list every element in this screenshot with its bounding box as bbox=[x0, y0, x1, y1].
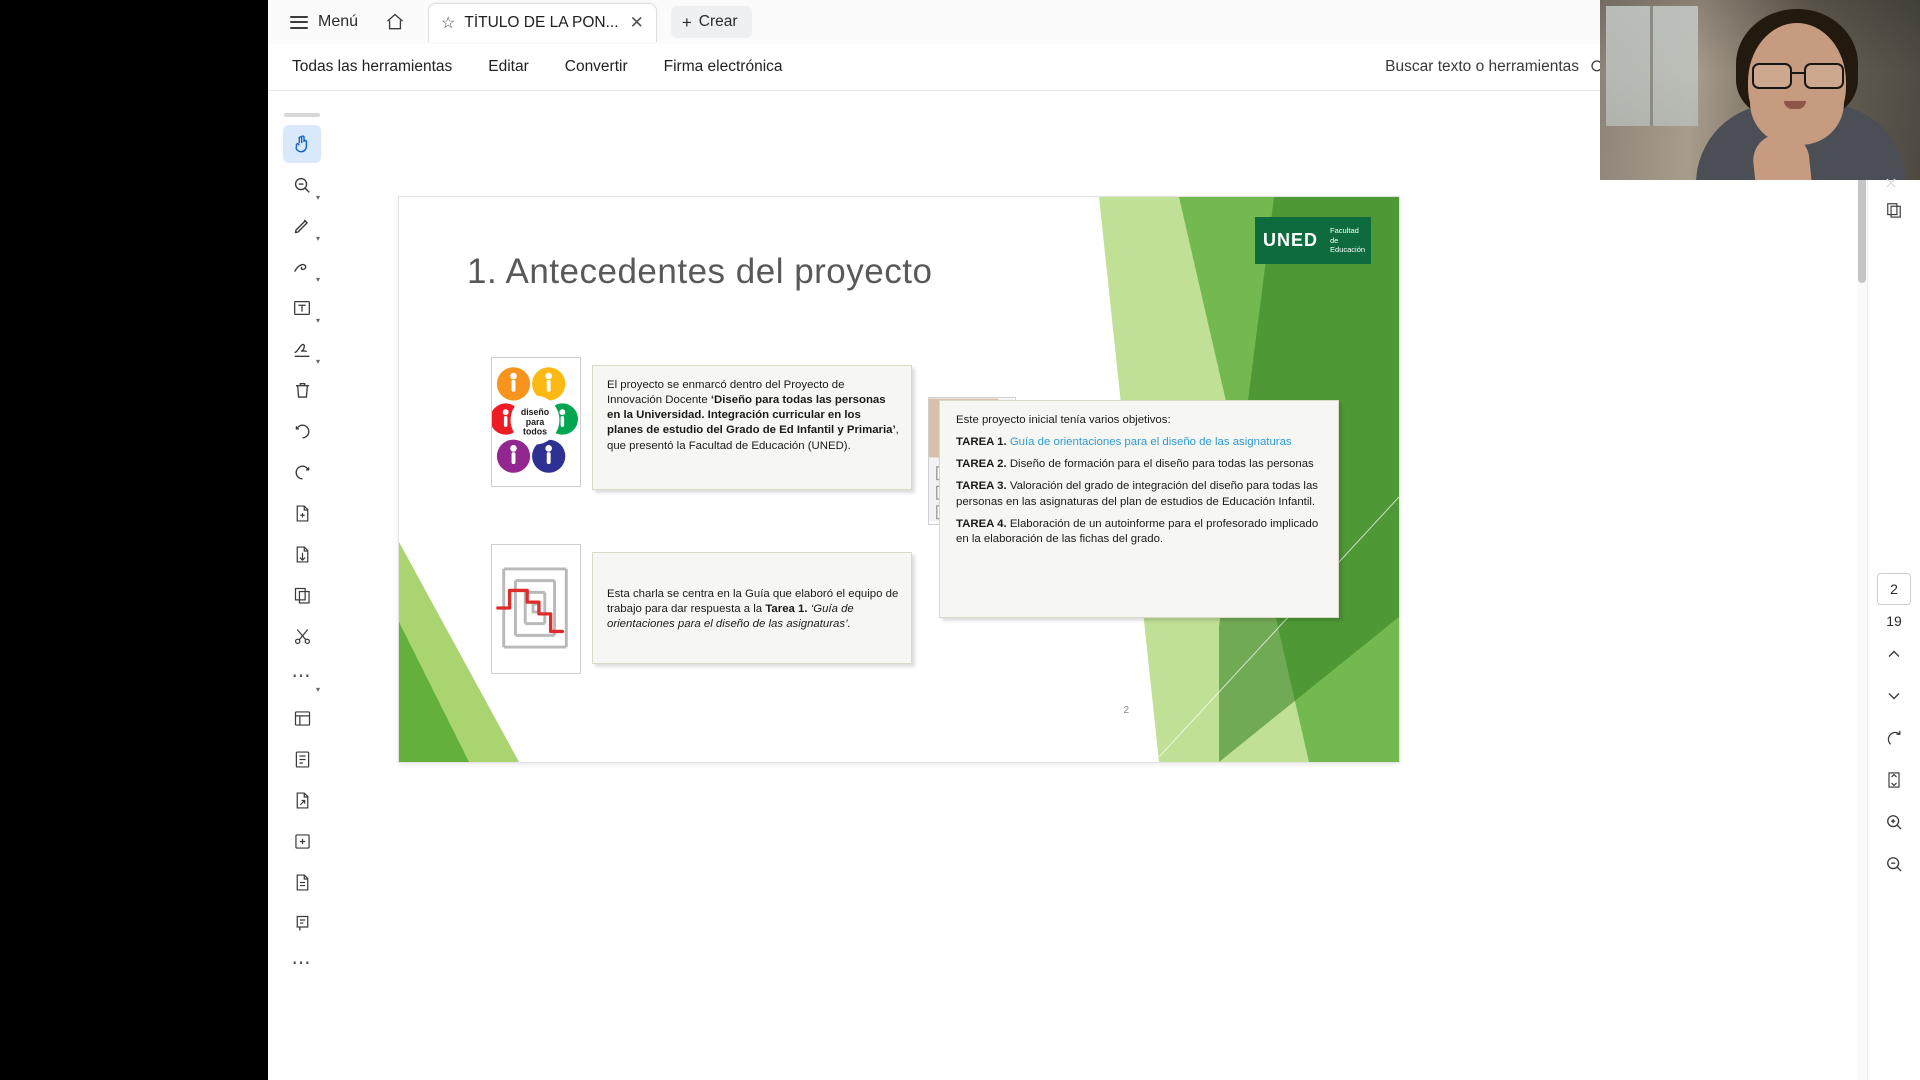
copy-icon bbox=[1884, 200, 1904, 220]
ellipsis-icon: ⋯ bbox=[291, 953, 313, 974]
document-viewer[interactable] bbox=[336, 91, 1868, 1080]
page-thumbnails-tool-button[interactable] bbox=[283, 740, 321, 778]
webcam-close-button[interactable] bbox=[1876, 168, 1906, 198]
svg-text:diseño: diseño bbox=[520, 407, 550, 418]
left-tool-rail bbox=[268, 91, 336, 1080]
webcam-window-bg bbox=[1606, 6, 1698, 126]
design-for-all-graphic bbox=[492, 358, 578, 484]
document-tab-label: TÍTULO DE LA PON... bbox=[464, 13, 619, 31]
rotate-icon bbox=[1884, 728, 1904, 748]
overflow-tools-button[interactable] bbox=[283, 945, 321, 983]
add-text-icon bbox=[291, 297, 313, 319]
convert-button[interactable]: Convertir bbox=[564, 58, 628, 75]
svg-text:todos: todos bbox=[523, 426, 547, 437]
plus-icon: + bbox=[681, 12, 692, 32]
hand-icon bbox=[291, 133, 313, 155]
task-item-2: TAREA 2. Diseño de formación para el diseño para todas las personas bbox=[956, 458, 1314, 471]
compress-tool-button[interactable] bbox=[283, 822, 321, 860]
select-icon bbox=[291, 174, 313, 196]
star-icon: ☆ bbox=[441, 14, 456, 32]
comment-tool-button[interactable] bbox=[283, 904, 321, 942]
webcam-person bbox=[1696, 5, 1906, 180]
callout-2-text: Esta charla se centra en la Guía que elaboró el equipo de trabajo para dar respuesta a la Tarea 1. ‘Guía de orientaciones para el diseño de las asignaturas’. bbox=[607, 588, 899, 631]
document-scrollbar[interactable] bbox=[1857, 91, 1867, 1080]
select-tool-button[interactable] bbox=[283, 166, 321, 204]
rail-drag-handle[interactable] bbox=[284, 113, 320, 117]
logo-brand: UNED bbox=[1263, 230, 1319, 250]
design-for-all-image bbox=[491, 357, 581, 487]
menu-button-label: Menú bbox=[318, 13, 359, 30]
insert-page-icon bbox=[292, 503, 313, 524]
close-icon bbox=[1883, 175, 1899, 191]
ellipsis-icon: ⋯ bbox=[291, 666, 313, 687]
slide-title: 1. Antecedentes del proyecto bbox=[467, 252, 933, 291]
organize-pages-icon bbox=[292, 708, 313, 729]
draw-tool-button[interactable] bbox=[283, 248, 321, 286]
chevron-down-icon: ▾ bbox=[315, 234, 320, 243]
insert-page-tool-button[interactable] bbox=[283, 494, 321, 532]
page-thumbnails-icon bbox=[292, 749, 313, 770]
signature-icon bbox=[291, 338, 313, 360]
chevron-down-icon: ▾ bbox=[315, 357, 320, 366]
webcam-overlay[interactable] bbox=[1600, 0, 1920, 180]
logo-faculty: Facultad de Educación bbox=[1330, 226, 1366, 255]
fit-page-button[interactable] bbox=[1877, 763, 1911, 797]
cut-tool-button[interactable] bbox=[283, 617, 321, 655]
copy-button[interactable] bbox=[1877, 193, 1911, 227]
chevron-down-icon: ▾ bbox=[315, 275, 320, 284]
edit-button[interactable]: Editar bbox=[488, 58, 529, 75]
slide-page-number: 2 bbox=[1123, 705, 1129, 716]
extract-page-icon bbox=[292, 544, 313, 565]
create-button-label: Crear bbox=[698, 13, 738, 30]
callout-talk-focus bbox=[592, 552, 912, 664]
create-button[interactable] bbox=[671, 6, 752, 38]
export-icon bbox=[292, 790, 313, 811]
zoom-in-icon bbox=[1884, 812, 1904, 832]
callout-objectives bbox=[939, 400, 1339, 618]
comment-icon bbox=[292, 913, 313, 934]
home-button[interactable] bbox=[378, 5, 412, 39]
extract-page-tool-button[interactable] bbox=[283, 535, 321, 573]
home-icon bbox=[385, 12, 405, 32]
page-total-label: 19 bbox=[1886, 613, 1902, 629]
scissors-icon bbox=[292, 626, 313, 647]
rotate-button[interactable] bbox=[1877, 721, 1911, 755]
menu-button[interactable] bbox=[282, 9, 366, 35]
add-text-tool-button[interactable] bbox=[283, 289, 321, 327]
undo-icon bbox=[292, 421, 313, 442]
copy-page-icon bbox=[292, 585, 313, 606]
fit-page-icon bbox=[1884, 770, 1904, 790]
compress-icon bbox=[292, 831, 313, 852]
person-glasses bbox=[1752, 63, 1844, 85]
svg-text:para: para bbox=[525, 416, 545, 427]
search-input[interactable] bbox=[1377, 53, 1615, 81]
task-item-1: TAREA 1. Guía de orientaciones para el diseño de las asignaturas bbox=[956, 436, 1292, 449]
organize-pages-tool-button[interactable] bbox=[283, 699, 321, 737]
page-number-input[interactable]: 2 bbox=[1877, 573, 1911, 605]
chevron-up-icon bbox=[1884, 644, 1904, 664]
chevron-down-icon: ▾ bbox=[315, 193, 320, 202]
pdf-page bbox=[399, 197, 1399, 762]
hand-tool-button[interactable] bbox=[283, 125, 321, 163]
highlight-tool-button[interactable] bbox=[283, 207, 321, 245]
redo-tool-button[interactable] bbox=[283, 453, 321, 491]
hamburger-icon bbox=[290, 16, 308, 29]
callout-project-background bbox=[592, 365, 912, 490]
fill-sign-tool-button[interactable] bbox=[283, 330, 321, 368]
document-tab[interactable] bbox=[428, 3, 657, 42]
maze-graphic bbox=[492, 545, 578, 671]
maze-image bbox=[491, 544, 581, 674]
redo-icon bbox=[292, 462, 313, 483]
chevron-down-icon: ▾ bbox=[315, 316, 320, 325]
draw-icon bbox=[291, 256, 313, 278]
zoom-out-button[interactable] bbox=[1877, 847, 1911, 881]
right-tool-rail bbox=[1867, 91, 1920, 1080]
zoom-out-icon bbox=[1884, 854, 1904, 874]
undo-tool-button[interactable] bbox=[283, 412, 321, 450]
chevron-down-icon bbox=[1884, 686, 1904, 706]
objectives-intro: Este proyecto inicial tenía varios objetivos: bbox=[956, 414, 1171, 426]
trash-icon bbox=[292, 380, 313, 401]
export-tool-button[interactable] bbox=[283, 781, 321, 819]
task-item-4: TAREA 4. Elaboración de un autoinforme para el profesorado implicado en la elaboración de las fichas del grado. bbox=[956, 517, 1319, 545]
all-tools-button[interactable]: Todas las herramientas bbox=[292, 58, 453, 75]
more-tools-button[interactable] bbox=[283, 658, 321, 696]
next-page-button[interactable] bbox=[1877, 679, 1911, 713]
callout-1-text: El proyecto se enmarcó dentro del Proyecto de Innovación Docente ‘Diseño para todas las personas en la Universidad. Integración curricular en los planes de estudio del Grado de Ed Infantil y Primaria’, que presentó la Facultad de Educación (UNED). bbox=[607, 379, 899, 452]
delete-tool-button[interactable] bbox=[283, 371, 321, 409]
copy-page-tool-button[interactable] bbox=[283, 576, 321, 614]
highlighter-icon bbox=[291, 215, 313, 237]
chevron-down-icon: ▾ bbox=[315, 685, 320, 694]
uned-logo bbox=[1255, 217, 1371, 264]
zoom-in-button[interactable] bbox=[1877, 805, 1911, 839]
task-item-3: TAREA 3. Valoración del grado de integración del diseño para todas las personas en las asignaturas del plan de estudios de Educación Infantil. bbox=[956, 480, 1318, 508]
previous-page-button[interactable] bbox=[1877, 637, 1911, 671]
esign-button[interactable]: Firma electrónica bbox=[663, 58, 783, 75]
document-icon bbox=[292, 872, 313, 893]
protect-tool-button[interactable] bbox=[283, 863, 321, 901]
search-placeholder: Buscar texto o herramientas bbox=[1385, 58, 1579, 75]
close-tab-icon[interactable]: ✕ bbox=[629, 12, 644, 32]
